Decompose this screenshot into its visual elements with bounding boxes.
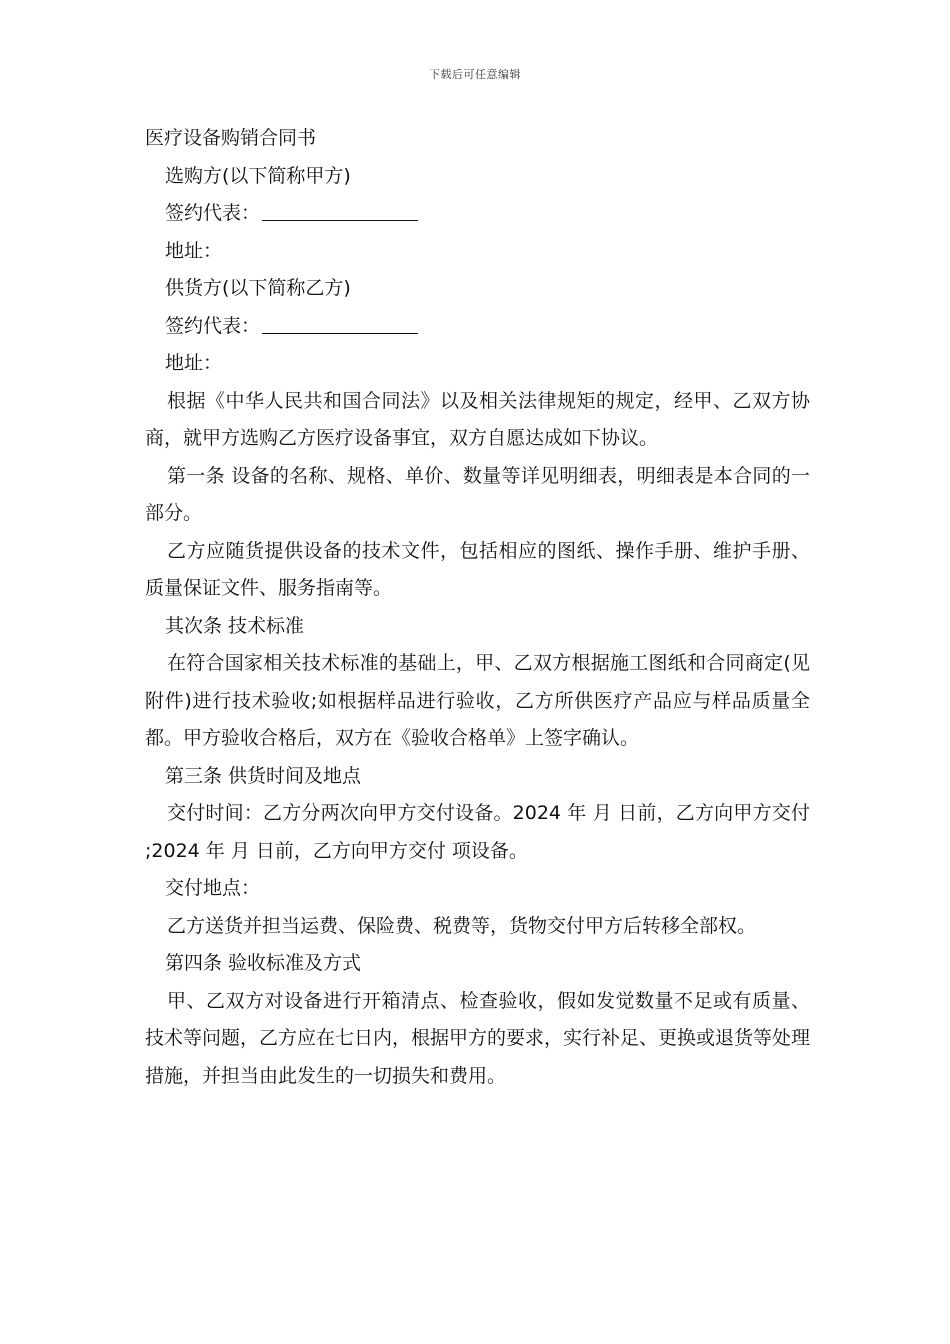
article-3-title: 第三条 供货时间及地点 <box>165 764 362 787</box>
buyer-representative-label: 签约代表： <box>165 202 261 224</box>
buyer-address-label: 地址： <box>165 239 223 262</box>
seller-address-label: 地址： <box>165 352 223 374</box>
seller-party: 供货方(以下简称乙方) <box>165 277 351 299</box>
article-4-paragraph: 甲、乙双方对设备进行开箱清点、检查验收，假如发觉数量不足或有质量、技术等问题，乙方应在七日内，根据甲方的要求，实行补足、更换或退货等处理措施，并担当由此发生的一切损失和费用。 <box>145 989 811 1087</box>
page-header: 下载后可任意编辑 <box>429 68 521 81</box>
article-2-paragraph: 在符合国家相关技术标准的基础上，甲、乙双方根据施工图纸和合同商定(见附件)进行技术验收;如根据样品进行验收，乙方所供医疗产品应与样品质量全都。甲方验收合格后，双方在《验收合格单》上签字确认。 <box>145 652 810 749</box>
article-3-delivery-cost: 乙方送货并担当运费、保险费、税费等，货物交付甲方后转移全部权。 <box>167 914 757 937</box>
article-2-title: 其次条 技术标准 <box>165 614 305 637</box>
buyer-representative-line <box>145 195 810 233</box>
article-4-title: 第四条 验收标准及方式 <box>165 952 362 974</box>
buyer-representative-blank <box>262 198 418 221</box>
buyer-party: 选购方(以下简称甲方) <box>165 164 351 187</box>
seller-representative-blank <box>262 311 418 334</box>
article-3-delivery-time: 交付时间：乙方分两次向甲方交付设备。2024 年 月 日前，乙方向甲方交付 ;2024 年 月 日前，乙方向甲方交付 项设备。 <box>145 802 810 862</box>
article-1-documents-paragraph: 乙方应随货提供设备的技术文件，包括相应的图纸、操作手册、维护手册、质量保证文件、服务指南等。 <box>145 539 810 599</box>
seller-representative-label: 签约代表： <box>165 314 261 337</box>
article-3-delivery-place: 交付地点： <box>165 877 261 899</box>
document-body <box>145 120 810 1095</box>
document-title: 医疗设备购销合同书 <box>145 127 317 149</box>
article-1-paragraph: 第一条 设备的名称、规格、单价、数量等详见明细表，明细表是本合同的一部分。 <box>145 464 810 524</box>
seller-representative-line <box>145 308 810 346</box>
preamble-paragraph: 根据《中华人民共和国合同法》以及相关法律规矩的规定，经甲、乙双方协商，就甲方选购乙方医疗设备事宜，双方自愿达成如下协议。 <box>145 389 810 449</box>
